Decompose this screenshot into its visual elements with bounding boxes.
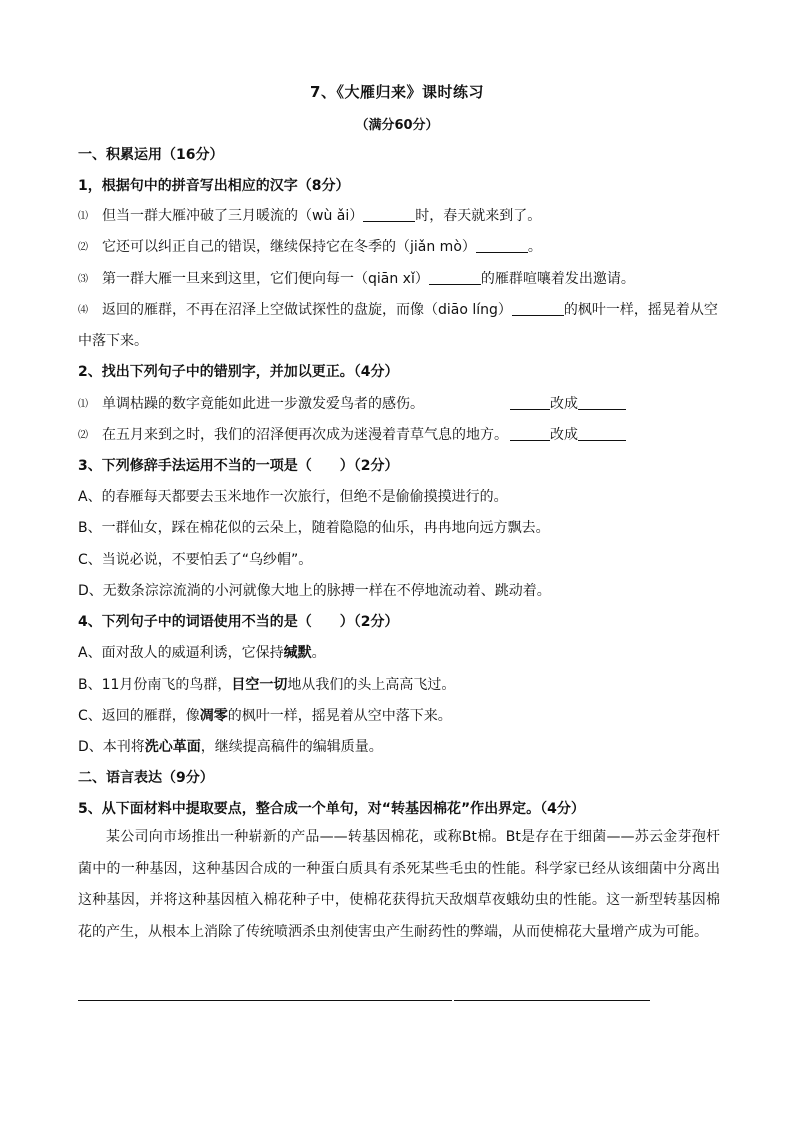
question-4-heading: 4、下列句子中的词语使用不当的是（ ）（2分） bbox=[78, 614, 399, 630]
q2-item-2 bbox=[78, 425, 508, 446]
item-number: ⑷ bbox=[78, 305, 88, 316]
item-number: ⑶ bbox=[78, 274, 88, 285]
option-key-word: 目空一切 bbox=[231, 677, 288, 693]
option-text: D、本刊将 bbox=[78, 739, 145, 755]
option-text: A、面对敌人的威逼利诱，它保持 bbox=[78, 645, 284, 661]
option-text-end: ，继续提高稿件的编辑质量。 bbox=[200, 739, 383, 755]
correction-label: 改成 bbox=[550, 427, 578, 443]
option-text: C、返回的雁群，像 bbox=[78, 708, 200, 724]
item-text: 它还可以纠正自己的错误，继续保持它在冬季的（jiǎn mò） bbox=[102, 239, 476, 255]
q4-option-b[interactable] bbox=[78, 675, 455, 695]
q1-item-2 bbox=[78, 237, 542, 258]
item-text-end: 的枫叶一样，摇晃着从空 bbox=[563, 302, 718, 318]
q1-item-4 bbox=[78, 300, 718, 321]
q4-option-c[interactable] bbox=[78, 706, 452, 726]
option-text-end: 地从我们的头上高高飞过。 bbox=[287, 677, 456, 693]
answer-blank[interactable] bbox=[512, 301, 564, 316]
option-text: B、11月份南飞的鸟群， bbox=[78, 677, 232, 693]
option-text-end: 。 bbox=[311, 645, 326, 661]
answer-line-part-1[interactable] bbox=[78, 1000, 452, 1001]
q1-item-3 bbox=[78, 269, 635, 290]
item-text: 但当一群大雁冲破了三月暖流的（wù ǎi） bbox=[102, 208, 364, 224]
question-1-heading: 1，根据句中的拼音写出相应的汉字（8分） bbox=[78, 178, 350, 194]
correct-char-blank[interactable] bbox=[578, 395, 626, 410]
correct-char-blank[interactable] bbox=[578, 426, 626, 441]
answer-line-part-2[interactable] bbox=[454, 1000, 650, 1001]
page-subtitle: （满分60分） bbox=[355, 118, 439, 133]
q2-item-1 bbox=[78, 394, 424, 415]
q2-item-1-correction bbox=[510, 394, 626, 414]
item-text-end: 时，春天就来到了。 bbox=[415, 208, 542, 224]
answer-blank[interactable] bbox=[429, 270, 481, 285]
q1-item-1 bbox=[78, 206, 541, 227]
option-key-word: 凋零 bbox=[199, 708, 228, 724]
section-2-heading: 二、语言表达（9分） bbox=[78, 770, 214, 786]
q5-material-paragraph: 某公司向市场推出一种崭新的产品——转基因棉花，或称Bt棉。Bt是存在于细菌——苏云金芽孢杆菌中的一种基因，这种基因合成的一种蛋白质具有杀死某些毛虫的性能。科学家已经从该细菌中分离出这种基因，并将这种基因植入棉花种子中，使棉花获得抗天敌烟草夜蛾幼虫的性能。这一新型转基因棉花的产生，从根本上消除了传统喷洒杀虫剂使害虫产生耐药性的弊端，从而使棉花大量增产成为可能。 bbox=[78, 829, 720, 940]
q4-option-a[interactable] bbox=[78, 643, 326, 663]
correction-label: 改成 bbox=[550, 396, 578, 412]
item-text-end: 的雁群喧嚷着发出邀请。 bbox=[480, 271, 635, 287]
item-text: 在五月来到之时，我们的沼泽便再次成为迷漫着青草气息的地方。 bbox=[102, 427, 508, 443]
q1-item-4-continued: 中落下来。 bbox=[78, 333, 148, 349]
item-text: 单调枯躁的数字竟能如此进一步激发爱鸟者的感伤。 bbox=[102, 396, 424, 412]
wrong-char-blank[interactable] bbox=[510, 426, 550, 441]
option-key-word: 缄默 bbox=[283, 645, 312, 661]
answer-blank[interactable] bbox=[476, 238, 528, 253]
item-text: 第一群大雁一旦来到这里，它们便向每一（qiān xǐ） bbox=[102, 271, 429, 287]
answer-blank[interactable] bbox=[363, 207, 415, 222]
question-5-heading: 5、从下面材料中提取要点，整合成一个单句，对“转基因棉花”作出界定。（4分） bbox=[78, 801, 585, 817]
question-3-heading: 3、下列修辞手法运用不当的一项是（ ）（2分） bbox=[78, 458, 399, 474]
q3-option-d[interactable]: D、无数条淙淙流淌的小河就像大地上的脉搏一样在不停地流动着、跳动着。 bbox=[78, 583, 551, 599]
wrong-char-blank[interactable] bbox=[510, 395, 550, 410]
item-text: 返回的雁群，不再在沼泽上空做试探性的盘旋，而像（diāo líng） bbox=[102, 302, 512, 318]
option-text-end: 的枫叶一样，摇晃着从空中落下来。 bbox=[227, 708, 452, 724]
item-number: ⑵ bbox=[78, 430, 88, 441]
option-key-word: 洗心革面 bbox=[144, 739, 201, 755]
question-2-heading: 2、找出下列句子中的错别字，并加以更正。（4分） bbox=[78, 364, 399, 380]
q2-item-2-correction bbox=[510, 425, 626, 445]
q3-option-a[interactable]: A、的春雁每天都要去玉米地作一次旅行，但绝不是偷偷摸摸进行的。 bbox=[78, 489, 508, 505]
item-number: ⑴ bbox=[78, 399, 88, 410]
item-text-end: 。 bbox=[527, 239, 542, 255]
item-number: ⑴ bbox=[78, 211, 88, 222]
page-title: 7、《大雁归来》课时练习 bbox=[310, 83, 484, 101]
q3-option-b[interactable]: B、一群仙女，踩在棉花似的云朵上，随着隐隐的仙乐，冉冉地向远方飘去。 bbox=[78, 520, 550, 536]
q4-option-d[interactable] bbox=[78, 737, 383, 757]
q3-option-c[interactable]: C、当说必说，不要怕丢了“乌纱帽”。 bbox=[78, 552, 313, 568]
item-number: ⑵ bbox=[78, 242, 88, 253]
section-1-heading: 一、积累运用（16分） bbox=[78, 147, 224, 163]
